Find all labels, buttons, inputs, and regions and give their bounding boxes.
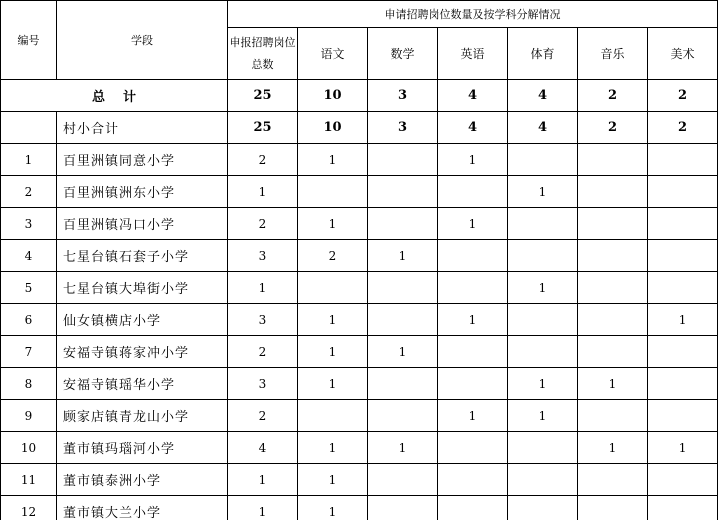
row-subject-count	[438, 368, 508, 400]
village-subtotal-value: 4	[438, 112, 508, 144]
row-subject-count	[368, 400, 438, 432]
table-row	[1, 336, 718, 368]
row-subject-count	[368, 144, 438, 176]
row-total: 2	[228, 144, 298, 176]
row-school: 七星台镇石套子小学	[57, 240, 228, 272]
row-subject-count	[648, 240, 718, 272]
row-index: 5	[1, 272, 57, 304]
row-school: 顾家店镇青龙山小学	[57, 400, 228, 432]
row-subject-count	[578, 144, 648, 176]
village-subtotal-value: 2	[648, 112, 718, 144]
table-row	[1, 176, 718, 208]
header-school: 学段	[57, 1, 228, 80]
row-index: 8	[1, 368, 57, 400]
row-subject-count	[298, 400, 368, 432]
row-subject-count: 1	[438, 400, 508, 432]
row-school: 董市镇玛瑙河小学	[57, 432, 228, 464]
row-index: 4	[1, 240, 57, 272]
row-subject-count: 1	[578, 368, 648, 400]
summary-label: 总 计	[1, 80, 228, 112]
table-row	[1, 304, 718, 336]
row-subject-count	[508, 208, 578, 240]
summary-value: 2	[648, 80, 718, 112]
header-subject: 数学	[368, 28, 438, 80]
row-subject-count	[368, 368, 438, 400]
row-total: 2	[228, 336, 298, 368]
row-subject-count: 1	[298, 432, 368, 464]
header-subject: 美术	[648, 28, 718, 80]
village-subtotal-value: 2	[578, 112, 648, 144]
row-subject-count: 1	[298, 208, 368, 240]
header-subject: 语文	[298, 28, 368, 80]
row-subject-count	[648, 176, 718, 208]
row-index: 1	[1, 144, 57, 176]
row-subject-count	[648, 464, 718, 496]
row-subject-count	[648, 400, 718, 432]
table-row	[1, 208, 718, 240]
row-index: 2	[1, 176, 57, 208]
table-row	[1, 272, 718, 304]
header-row-top	[1, 1, 718, 28]
row-subject-count	[368, 464, 438, 496]
row-subject-count: 1	[368, 432, 438, 464]
row-subject-count	[508, 496, 578, 520]
village-subtotal-total: 25	[228, 112, 298, 144]
row-subject-count	[438, 272, 508, 304]
row-subject-count	[578, 336, 648, 368]
row-subject-count: 1	[368, 336, 438, 368]
row-subject-count	[578, 304, 648, 336]
row-subject-count: 1	[648, 304, 718, 336]
row-subject-count	[648, 272, 718, 304]
row-index: 10	[1, 432, 57, 464]
row-total: 1	[228, 496, 298, 520]
row-total: 3	[228, 304, 298, 336]
row-school: 安福寺镇瑶华小学	[57, 368, 228, 400]
row-index: 7	[1, 336, 57, 368]
row-subject-count	[648, 144, 718, 176]
row-subject-count: 2	[298, 240, 368, 272]
header-subject: 音乐	[578, 28, 648, 80]
row-subject-count: 1	[298, 144, 368, 176]
row-index: 9	[1, 400, 57, 432]
row-subject-count: 1	[298, 336, 368, 368]
table-row	[1, 368, 718, 400]
row-subject-count	[508, 304, 578, 336]
row-subject-count	[368, 272, 438, 304]
row-subject-count: 1	[298, 464, 368, 496]
row-subject-count: 1	[508, 176, 578, 208]
row-subject-count	[298, 272, 368, 304]
row-subject-count	[368, 208, 438, 240]
village-subtotal-value: 10	[298, 112, 368, 144]
row-subject-count	[578, 208, 648, 240]
row-total: 1	[228, 176, 298, 208]
summary-total: 25	[228, 80, 298, 112]
row-subject-count: 1	[648, 432, 718, 464]
row-subject-count: 1	[508, 368, 578, 400]
village-subtotal-value: 3	[368, 112, 438, 144]
row-subject-count: 1	[438, 144, 508, 176]
row-total: 3	[228, 368, 298, 400]
row-subject-count	[648, 208, 718, 240]
row-index: 12	[1, 496, 57, 520]
row-total: 4	[228, 432, 298, 464]
summary-value: 4	[438, 80, 508, 112]
village-subtotal-index	[1, 112, 57, 144]
row-subject-count	[438, 176, 508, 208]
row-subject-count	[438, 240, 508, 272]
row-subject-count	[578, 400, 648, 432]
header-total-posts: 申报招聘岗位总数	[228, 28, 298, 80]
header-subject: 体育	[508, 28, 578, 80]
summary-value: 3	[368, 80, 438, 112]
row-subject-count	[438, 464, 508, 496]
table-row	[1, 240, 718, 272]
row-subject-count: 1	[508, 272, 578, 304]
row-subject-count	[368, 176, 438, 208]
row-subject-count	[438, 336, 508, 368]
row-index: 3	[1, 208, 57, 240]
row-subject-count: 1	[438, 304, 508, 336]
row-index: 6	[1, 304, 57, 336]
row-school: 七星台镇大埠街小学	[57, 272, 228, 304]
row-subject-count	[508, 464, 578, 496]
row-total: 1	[228, 272, 298, 304]
table-row	[1, 400, 718, 432]
table-row	[1, 496, 718, 520]
row-school: 董市镇大兰小学	[57, 496, 228, 520]
summary-row	[1, 80, 718, 112]
row-subject-count: 1	[298, 368, 368, 400]
row-subject-count	[648, 368, 718, 400]
row-school: 百里洲镇洲东小学	[57, 176, 228, 208]
header-index: 编号	[1, 1, 57, 80]
table-row	[1, 432, 718, 464]
row-school: 安福寺镇蒋家冲小学	[57, 336, 228, 368]
row-subject-count	[368, 496, 438, 520]
row-subject-count	[508, 336, 578, 368]
row-index: 11	[1, 464, 57, 496]
row-subject-count: 1	[438, 208, 508, 240]
header-subject: 英语	[438, 28, 508, 80]
row-total: 2	[228, 208, 298, 240]
row-total: 2	[228, 400, 298, 432]
row-school: 百里洲镇冯口小学	[57, 208, 228, 240]
row-subject-count	[508, 240, 578, 272]
row-subject-count	[438, 496, 508, 520]
row-subject-count	[648, 336, 718, 368]
table-row	[1, 144, 718, 176]
summary-value: 2	[578, 80, 648, 112]
village-subtotal-row	[1, 112, 718, 144]
row-subject-count	[368, 304, 438, 336]
village-subtotal-label: 村小合计	[57, 112, 228, 144]
row-subject-count	[508, 432, 578, 464]
row-total: 1	[228, 464, 298, 496]
row-school: 董市镇泰洲小学	[57, 464, 228, 496]
row-subject-count	[508, 144, 578, 176]
row-subject-count	[578, 464, 648, 496]
summary-value: 4	[508, 80, 578, 112]
row-total: 3	[228, 240, 298, 272]
row-subject-count: 1	[578, 432, 648, 464]
row-subject-count: 1	[298, 496, 368, 520]
row-subject-count	[578, 496, 648, 520]
table-row	[1, 464, 718, 496]
row-subject-count	[298, 176, 368, 208]
summary-value: 10	[298, 80, 368, 112]
row-subject-count	[648, 496, 718, 520]
header-group: 申请招聘岗位数量及按学科分解情况	[228, 1, 718, 28]
row-subject-count	[578, 272, 648, 304]
row-subject-count: 1	[298, 304, 368, 336]
row-subject-count: 1	[508, 400, 578, 432]
village-subtotal-value: 4	[508, 112, 578, 144]
row-school: 百里洲镇同意小学	[57, 144, 228, 176]
row-subject-count	[438, 432, 508, 464]
row-subject-count	[578, 240, 648, 272]
row-school: 仙女镇横店小学	[57, 304, 228, 336]
row-subject-count	[578, 176, 648, 208]
row-subject-count: 1	[368, 240, 438, 272]
